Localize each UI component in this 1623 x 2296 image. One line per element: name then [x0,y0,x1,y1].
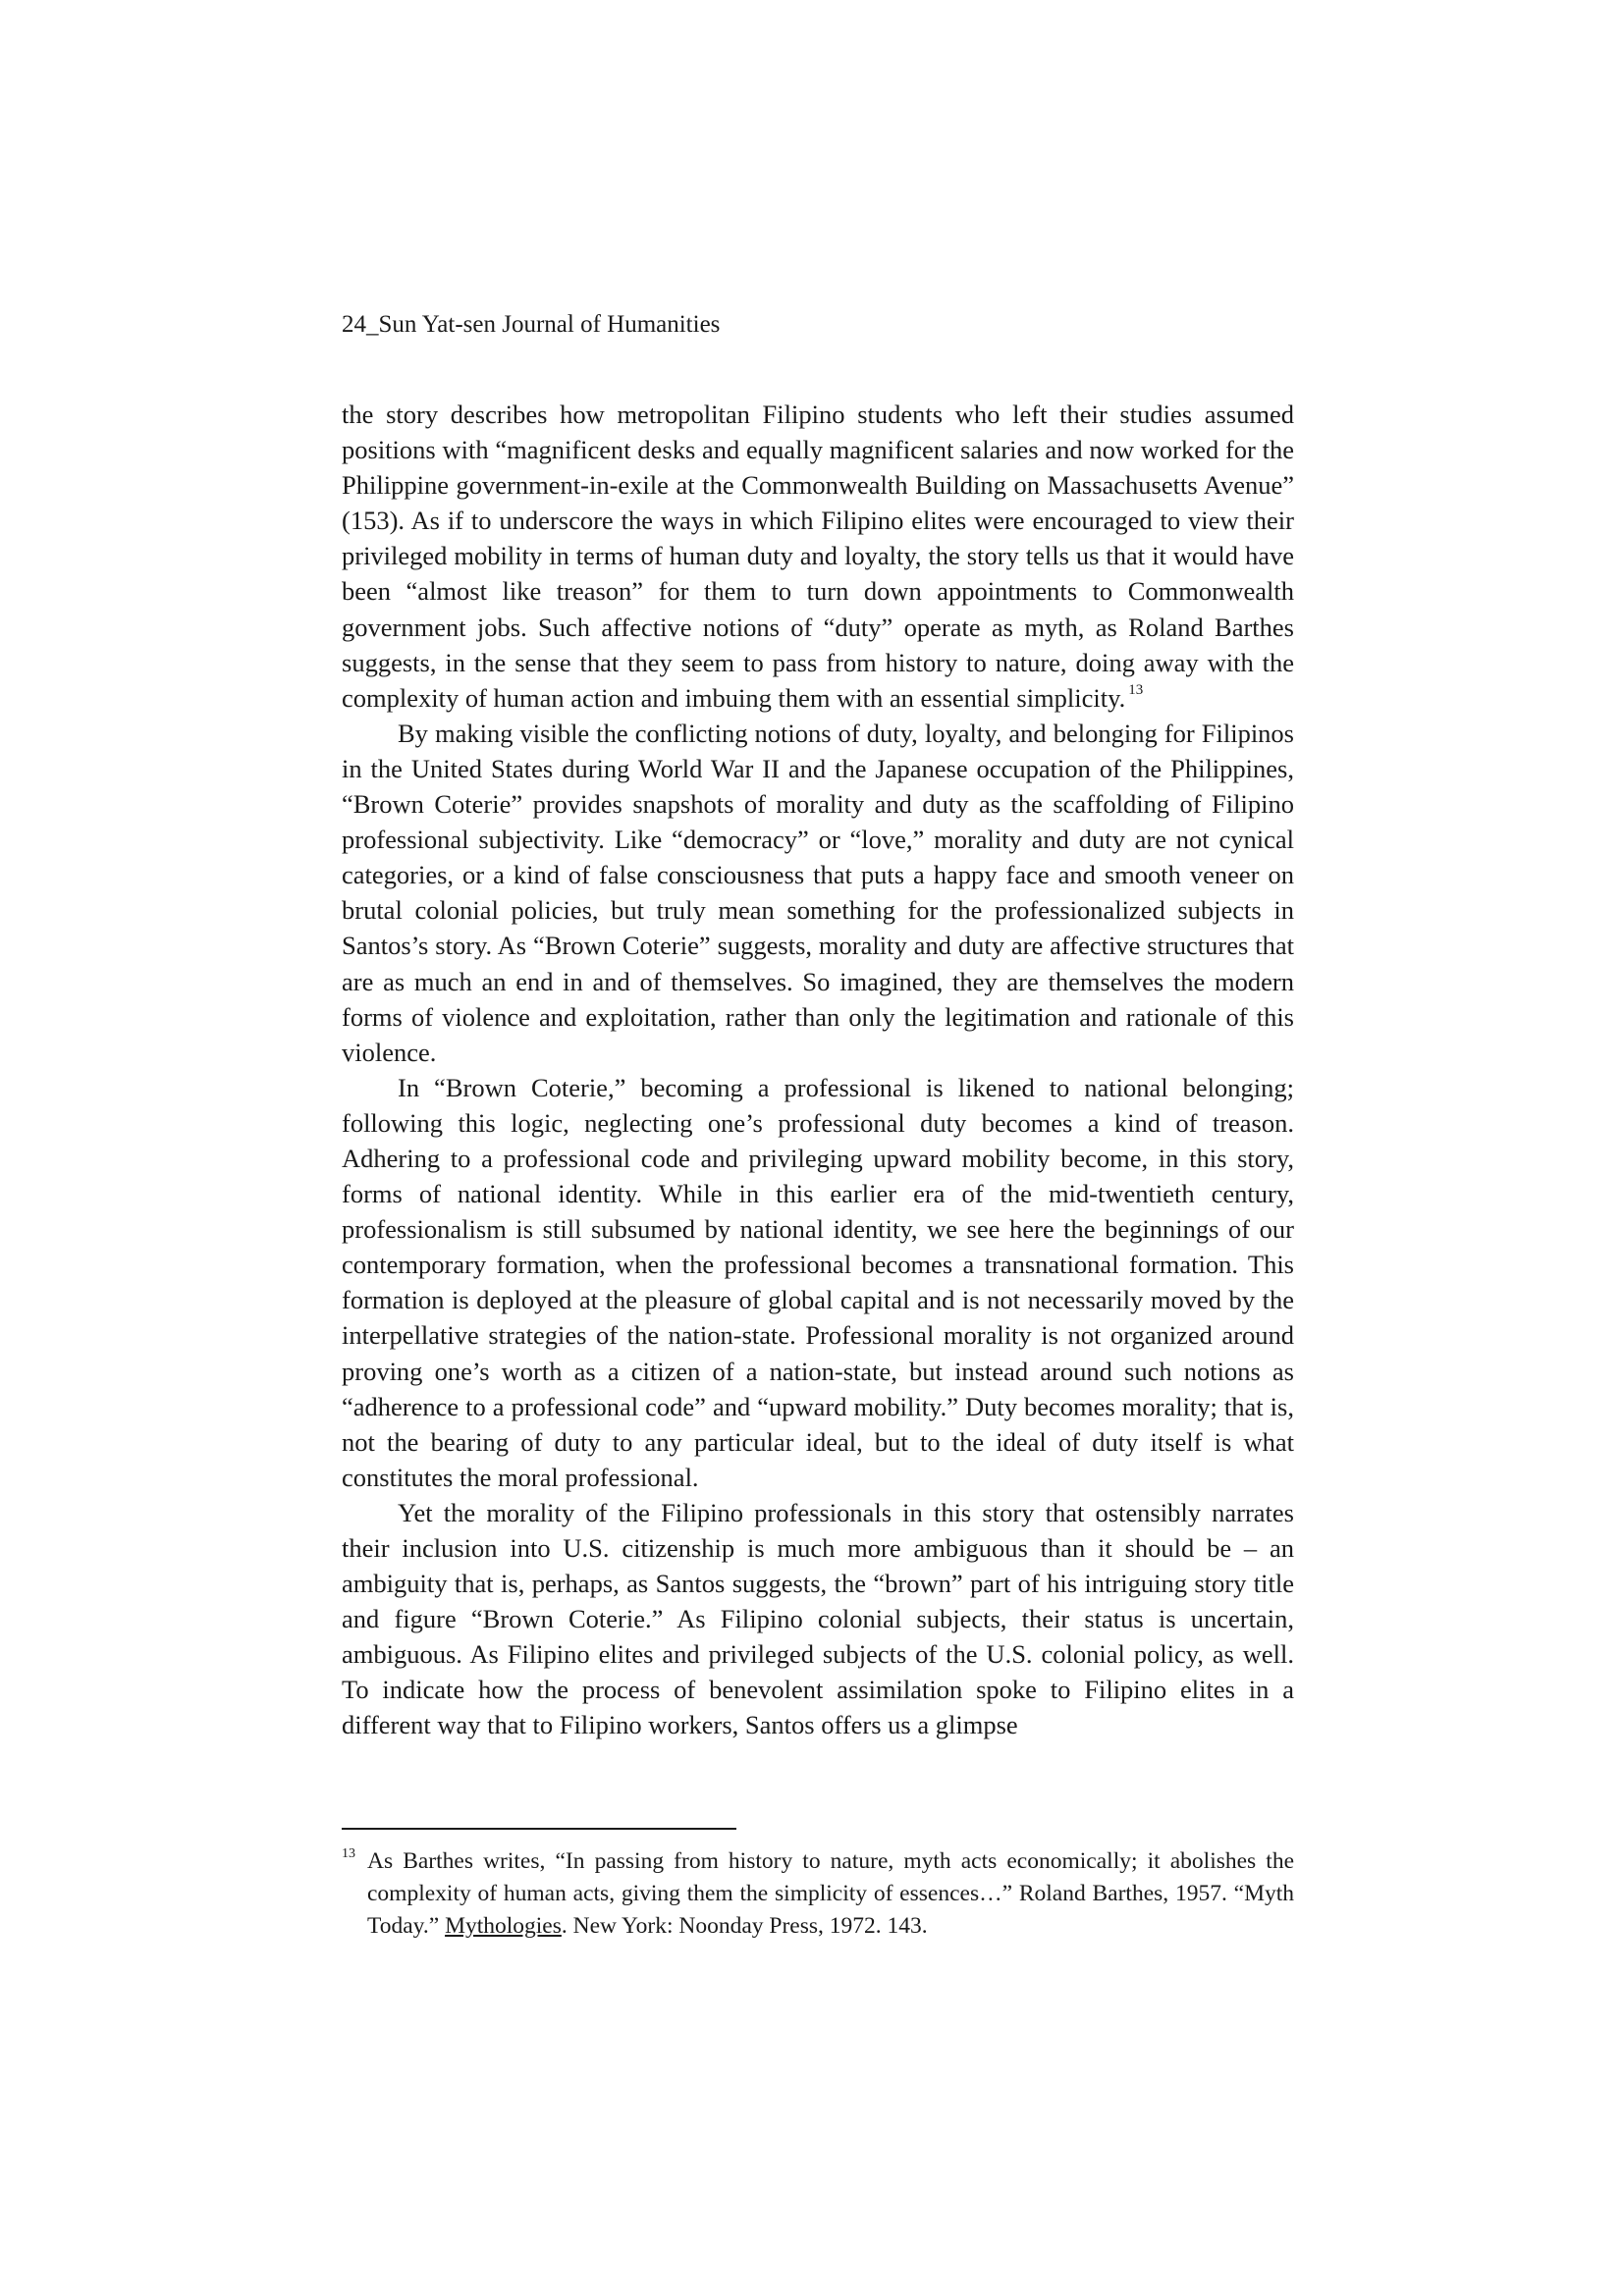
footnote-13: 13 As Barthes writes, “In passing from history to nature, myth acts economically; it abolishes the complexity of human acts, giving them the simplicity of essences…” Roland Barthes, 1957. “Myth Today.” Mythologies. New York: Noonday Press, 1972. 143. [342,1845,1294,1939]
footnote-reference-13: 13 [1128,682,1144,698]
running-head: 24_Sun Yat-sen Journal of Humanities [342,311,721,338]
paragraph-1-text: the story describes how metropolitan Filipino students who left their studies assumed positions with “magnificent desks and equally magnificent salaries and now worked for the Philippine government-in-exile at the Commonwealth Building on Massachusetts Avenue” (153). As if to underscore the ways in which Filipino elites were encouraged to view their privileged mobility in terms of human duty and loyalty, the story tells us that it would have been “almost like treason” for them to turn down appointments to Commonwealth government jobs. Such affective notions of “duty” operate as myth, as Roland Barthes suggests, in the sense that they seem to pass from history to nature, doing away with the complexity of human action and imbuing them with an essential simplicity. [342,400,1294,713]
footnote-divider [342,1828,736,1830]
footnote-book-title: Mythologies [445,1913,562,1939]
paragraph-3: In “Brown Coterie,” becoming a professional is likened to national belonging; following this logic, neglecting one’s professional duty becomes a kind of treason. Adhering to a professional code and privileging upward mobility become, in this story, forms of national identity. While in this earlier era of the mid-twentieth century, professionalism is still subsumed by national identity, we see here the beginnings of our contemporary formation, when the professional becomes a transnational formation. This formation is deployed at the pleasure of global capital and is not necessarily moved by the interpellative strategies of the nation-state. Professional morality is not organized around proving one’s worth as a citizen of a nation-state, but instead around such notions as “adherence to a professional code” and “upward mobility.” Duty becomes morality; that is, not the bearing of duty to any particular ideal, but to the ideal of duty itself is what constitutes the moral professional. [342,1072,1294,1492]
footnote-text-before: As Barthes writes, “In passing from history to nature, myth acts economically; it abolishes the complexity of human acts, giving them the simplicity of essences…” Roland Barthes, 1957. “Myth Today.” [367,1848,1294,1939]
paragraph-1 [342,397,1294,716]
paragraph-2: By making visible the conflicting notions of duty, loyalty, and belonging for Filipinos in the United States during World War II and the Japanese occupation of the Philippines, “Brown Coterie” provides snapshots of morality and duty as the scaffolding of Filipino professional subjectivity. Like “democracy” or “love,” morality and duty are not cynical categories, or a kind of false consciousness that puts a happy face and smooth veneer on brutal colonial policies, but truly mean something for the professionalized subjects in Santos’s story. As “Brown Coterie” suggests, morality and duty are affective structures that are as much an end in and of themselves. So imagined, they are themselves the modern forms of violence and exploitation, rather than only the legitimation and rationale of this violence. [342,718,1294,1067]
main-text [342,397,1294,1743]
paragraph-4: Yet the morality of the Filipino professionals in this story that ostensibly narrates their inclusion into U.S. citizenship is much more ambiguous than it should be – an ambiguity that is, perhaps, as Santos suggests, the “brown” part of his intriguing story title and figure “Brown Coterie.” As Filipino colonial subjects, their status is uncertain, ambiguous. As Filipino elites and privileged subjects of the U.S. colonial policy, as well. To indicate how the process of benevolent assimilation spoke to Filipino elites in a different way that to Filipino workers, Santos offers us a glimpse [342,1497,1294,1740]
footnote-text-after: . New York: Noonday Press, 1972. 143. [561,1913,928,1939]
